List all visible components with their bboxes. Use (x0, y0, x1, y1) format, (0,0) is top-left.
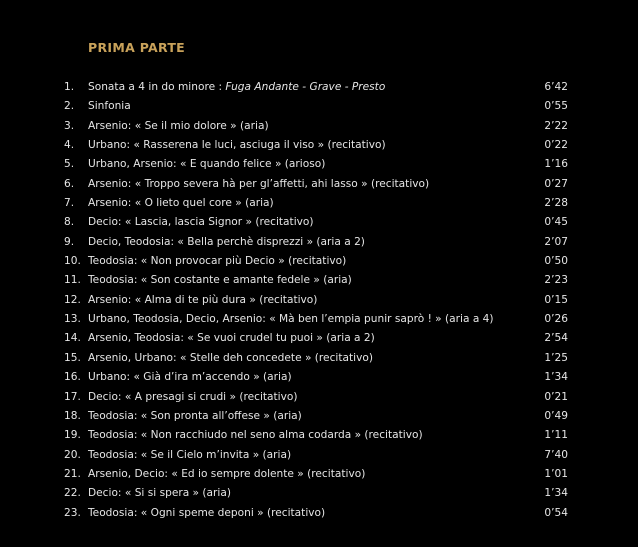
track-number: 7. (64, 197, 75, 210)
track-title (88, 136, 386, 155)
track-title-text: Arsenio: « Alma di te più dura » (recitativo) (88, 293, 318, 306)
track-duration: 0’45 (544, 216, 568, 229)
track-title-text: Urbano: « Rasserena le luci, asciuga il viso » (recitativo) (88, 139, 386, 152)
track-number: 6. (64, 177, 75, 190)
track-duration: 0’50 (544, 255, 568, 268)
track-row (64, 155, 568, 174)
track-duration: 2’28 (544, 197, 568, 210)
track-title (88, 97, 131, 116)
track-duration: 1’34 (544, 371, 568, 384)
track-title (88, 504, 325, 523)
track-row (64, 97, 568, 116)
track-row (64, 388, 568, 407)
track-row (64, 175, 568, 194)
track-row (64, 213, 568, 232)
track-title (88, 213, 314, 232)
track-row (64, 368, 568, 387)
track-duration: 2’22 (544, 119, 568, 132)
track-row (64, 465, 568, 484)
track-row (64, 504, 568, 523)
track-duration: 1’16 (544, 158, 568, 171)
track-title-text: Teodosia: « Se il Cielo m’invita » (aria) (88, 448, 292, 461)
track-duration: 0’54 (544, 506, 568, 519)
track-number: 23. (64, 506, 81, 519)
track-number: 15. (64, 351, 81, 364)
track-number: 4. (64, 139, 75, 152)
track-row (64, 349, 568, 368)
track-title-text: Teodosia: « Son costante e amante fedele » (aria) (88, 274, 352, 287)
section-title: PRIMA PARTE (88, 40, 186, 55)
track-movements: Fuga Andante - Grave - Presto (225, 81, 386, 93)
track-title-text: Decio: « A presagi si crudi » (recitativo) (88, 390, 298, 403)
track-title-text: Arsenio, Decio: « Ed io sempre dolente » (recitativo) (88, 467, 366, 480)
track-title-text: Decio: « Lascia, lascia Signor » (recitativo) (88, 216, 314, 229)
track-title-text: Decio, Teodosia: « Bella perchè disprezzi » (aria a 2) (88, 235, 365, 248)
track-title-text: Arsenio: « O lieto quel core » (aria) (88, 197, 274, 210)
track-row (64, 484, 568, 503)
track-title (88, 388, 298, 407)
track-duration: 2’07 (544, 235, 568, 248)
track-title-text: Decio: « Si si spera » (aria) (88, 487, 231, 500)
track-title-text: Teodosia: « Ogni speme deponi » (recitativo) (88, 506, 326, 519)
track-title-text: Sinfonia (88, 100, 131, 113)
track-duration: 1’01 (544, 467, 568, 480)
track-title-text: Arsenio: « Se il mio dolore » (aria) (88, 119, 269, 132)
track-title (88, 407, 302, 426)
track-number: 9. (64, 235, 75, 248)
track-duration: 2’54 (544, 332, 568, 345)
track-title (88, 175, 429, 194)
track-title (88, 368, 292, 387)
track-title (88, 426, 423, 445)
track-number: 22. (64, 487, 81, 500)
track-title-text: Urbano, Arsenio: « E quando felice » (arioso) (88, 158, 326, 171)
track-row (64, 426, 568, 445)
track-title (88, 155, 325, 174)
track-duration: 2’23 (544, 274, 568, 287)
track-title (88, 117, 269, 136)
track-title-text: Urbano: « Già d’ira m’accendo » (aria) (88, 371, 292, 384)
track-number: 2. (64, 100, 75, 113)
track-title (88, 446, 291, 465)
track-duration: 0’21 (544, 390, 568, 403)
track-title (88, 194, 274, 213)
track-number: 14. (64, 332, 81, 345)
track-duration: 1’34 (544, 487, 568, 500)
track-duration: 6’42 (544, 81, 568, 93)
track-title (88, 78, 385, 97)
track-number: 12. (64, 293, 81, 306)
track-row (64, 310, 568, 329)
track-number: 3. (64, 119, 75, 132)
track-duration: 0’27 (544, 177, 568, 190)
track-duration: 0’22 (544, 139, 568, 152)
track-row (64, 233, 568, 252)
track-title-text: Teodosia: « Son pronta all’offese » (aria) (88, 409, 302, 422)
track-row (64, 407, 568, 426)
track-number: 5. (64, 158, 75, 171)
track-title (88, 465, 365, 484)
track-number: 10. (64, 255, 81, 268)
track-title (88, 484, 231, 503)
track-number: 21. (64, 467, 81, 480)
track-title-text: Teodosia: « Non provocar più Decio » (recitativo) (88, 255, 347, 268)
track-title (88, 271, 352, 290)
track-duration: 7’40 (544, 448, 568, 461)
track-row (64, 329, 568, 348)
track-title (88, 310, 494, 329)
track-title-text: Arsenio: « Troppo severa hà per gl’affetti, ahi lasso » (recitativo) (88, 177, 430, 190)
track-row (64, 117, 568, 136)
track-duration: 0’15 (544, 293, 568, 306)
track-list (64, 78, 568, 523)
track-title (88, 233, 365, 252)
track-title (88, 329, 375, 348)
track-title-text: Arsenio, Teodosia: « Se vuoi crudel tu puoi » (aria a 2) (88, 332, 375, 345)
track-row (64, 271, 568, 290)
track-number: 16. (64, 371, 81, 384)
track-duration: 1’11 (544, 429, 568, 442)
track-row (64, 136, 568, 155)
track-number: 19. (64, 429, 81, 442)
track-duration: 0’49 (544, 409, 568, 422)
track-duration: 0’55 (544, 100, 568, 113)
track-number: 8. (64, 216, 75, 229)
track-row (64, 446, 568, 465)
track-number: 13. (64, 313, 81, 326)
track-row (64, 252, 568, 271)
track-title-text: Sonata a 4 in do minore : (88, 81, 226, 93)
track-duration: 1’25 (544, 351, 568, 364)
track-row (64, 291, 568, 310)
track-number: 11. (64, 274, 81, 287)
track-title-text: Teodosia: « Non racchiudo nel seno alma codarda » (recitativo) (88, 429, 423, 442)
track-number: 18. (64, 409, 81, 422)
track-number: 17. (64, 390, 81, 403)
track-row (64, 78, 568, 97)
track-number: 1. (64, 81, 75, 93)
track-title-text: Arsenio, Urbano: « Stelle deh concedete » (recitativo) (88, 351, 373, 364)
track-number: 20. (64, 448, 81, 461)
track-duration: 0’26 (544, 313, 568, 326)
track-title (88, 349, 373, 368)
track-title (88, 291, 317, 310)
track-title (88, 252, 346, 271)
track-title-text: Urbano, Teodosia, Decio, Arsenio: « Mà ben l’empia punir saprò ! » (aria a 4) (88, 313, 494, 326)
track-row (64, 194, 568, 213)
